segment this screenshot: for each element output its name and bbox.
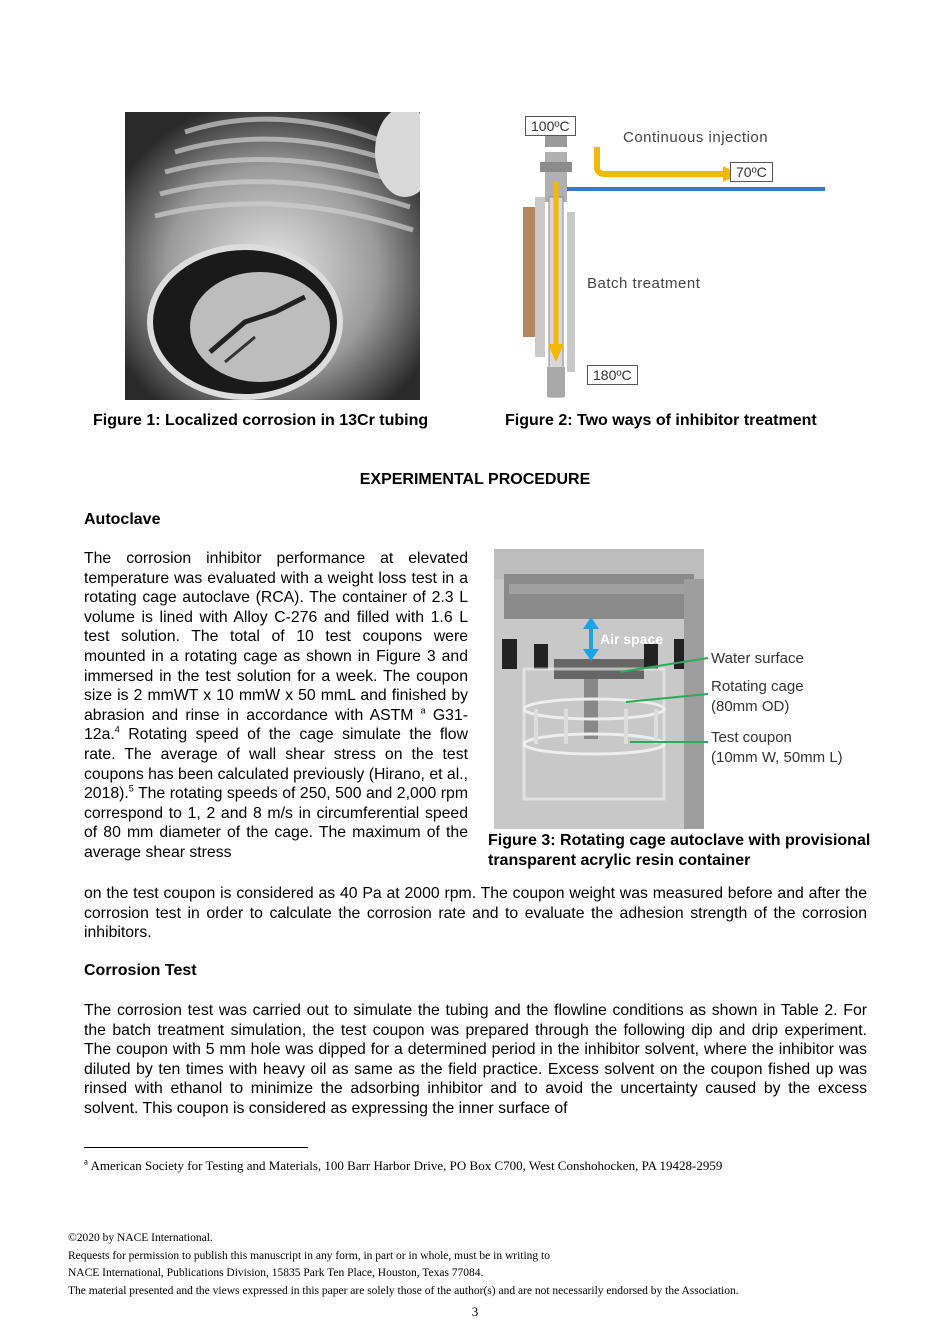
page-footer <box>68 1230 888 1300</box>
continuous-injection-label: Continuous injection <box>623 129 769 146</box>
copyright-line: ©2020 by NACE International. <box>68 1232 213 1244</box>
test-coupon-label <box>711 728 843 768</box>
autoclave-paragraph-continued: on the test coupon is considered as 40 Pa at 2000 rpm. The coupon weight was measured before and after the corrosion test in order to calculate the corrosion rate and to evaluate the adhesion strength of the corrosion inhibitors. <box>84 885 867 942</box>
citation-ref-5: 5 <box>128 783 134 794</box>
temp-label-bottom: 180ºC <box>587 365 638 385</box>
rotating-cage-dimension: (80mm OD) <box>711 698 790 715</box>
figure1-photo <box>125 112 420 400</box>
air-space-label: Air space <box>600 631 664 647</box>
rotating-cage-label <box>711 677 804 717</box>
batch-treatment-label: Batch treatment <box>587 275 701 292</box>
figure3-leader-lines <box>590 650 710 770</box>
test-coupon-title: Test coupon <box>711 729 792 746</box>
figure2-caption: Figure 2: Two ways of inhibitor treatment <box>505 412 817 429</box>
citation-ref-4: 4 <box>114 725 120 736</box>
figure1-caption: Figure 1: Localized corrosion in 13Cr tubing <box>93 412 429 429</box>
footnote-rule <box>84 1147 308 1148</box>
footnote-text: American Society for Testing and Materials, 100 Barr Harbor Drive, PO Box C700, West Conshohocken, PA 19428-2959 <box>88 1158 723 1173</box>
autoclave-text-1: The corrosion inhibitor performance at elevated temperature was evaluated with a weight loss test in a rotating cage autoclave (RCA). The container of 2.3 L volume is lined with Alloy C-276 and filled with 1.6 L test solution. The total of 10 test coupons were mounted in a rotating cage as shown in Figure 3 and immersed in the test solution for a week. The coupon size is 2 mmWT x 10 mmW x 50 mmL and finished by abrasion and rinse in accordance with ASTM <box>84 550 468 724</box>
footnote <box>84 1157 884 1175</box>
disclaimer-line: The material presented and the views expressed in this paper are solely those of the author(s) and are not necessarily endorsed by the Association. <box>68 1284 739 1297</box>
corrosion-paragraph: The corrosion test was carried out to simulate the tubing and the flowline conditions as shown in Table 2. For the batch treatment simulation, the test coupon was prepared through the following dip and drip experiment. The coupon with 5 mm hole was dipped for a determined period in the inhibitor solvent, where the inhibitor was diluted by ten times with heavy oil as same as the field practice. Excess solvent on the coupon fished up was rinsed with ethanol to minimize the adsorbing inhibitor and to avoid the uncertainty caused by the excess solvent. This coupon is considered as expressing the inner surface of <box>84 1002 867 1117</box>
temp-label-top: 100ºC <box>525 116 576 136</box>
autoclave-heading: Autoclave <box>84 511 161 528</box>
corrosion-heading: Corrosion Test <box>84 962 197 979</box>
footnote-marker: a <box>84 1156 88 1167</box>
permission-line: Requests for permission to publish this manuscript in any form, in part or in whole, must be in writing to <box>68 1249 550 1262</box>
section-title: EXPERIMENTAL PROCEDURE <box>359 471 591 488</box>
tubing-image <box>125 112 420 400</box>
address-line: NACE International, Publications Division, 15835 Park Ten Place, Houston, Texas 77084. <box>68 1267 484 1279</box>
figure3-caption: Figure 3: Rotating cage autoclave with provisional transparent acrylic resin container <box>488 832 871 869</box>
footnote-ref-a: a <box>420 705 426 716</box>
inhibitor-diagram <box>515 112 835 407</box>
autoclave-text-4: The rotating speeds of 250, 500 and 2,000 rpm correspond to 1, 2 and 8 m/s in circumferential speed of 80 mm diameter of the cage. The maximum of the average shear stress <box>84 785 468 861</box>
page-number: 3 <box>471 1304 479 1319</box>
autoclave-text-2: G31-12a. <box>84 706 469 744</box>
temp-label-right: 70ºC <box>730 162 773 182</box>
test-coupon-dimension: (10mm W, 50mm L) <box>711 749 843 766</box>
autoclave-paragraph <box>84 549 468 863</box>
figure2-diagram <box>515 112 835 407</box>
rotating-cage-title: Rotating cage <box>711 678 804 695</box>
autoclave-text-3: Rotating speed of the cage simulate the flow rate. The average of wall shear stress on the test coupons has been calculated previously (Hirano, et al., 2018). <box>84 726 468 803</box>
water-surface-label: Water surface <box>711 650 804 667</box>
